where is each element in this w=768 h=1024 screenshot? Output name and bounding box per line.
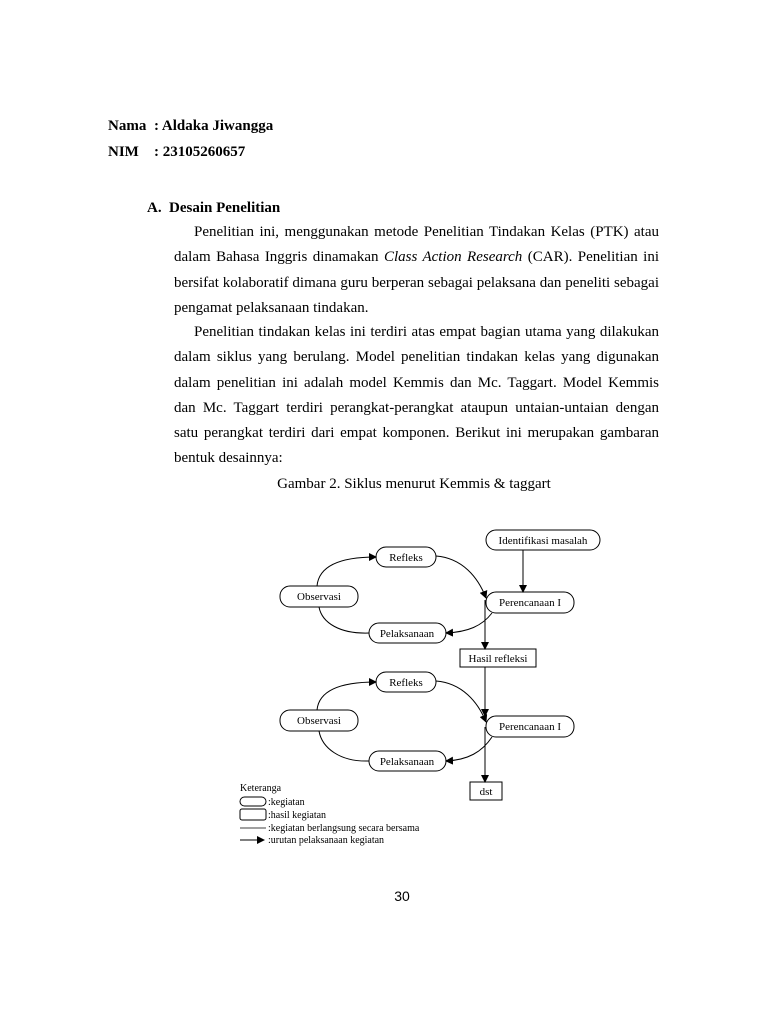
- legend-result-swatch: [240, 809, 266, 820]
- section-heading: [147, 200, 280, 217]
- name-line: [108, 118, 273, 135]
- arrow-observasi-refleks-1: [317, 557, 376, 586]
- paragraph-2: [174, 320, 659, 472]
- pelaksanaan-1-label: Pelaksanaan: [379, 628, 435, 640]
- legend-activity-label: :kegiatan: [268, 797, 305, 808]
- legend: [240, 783, 420, 846]
- paragraph-2-text: Penelitian tindakan kelas ini terdiri atas empat bagian utama yang dilakukan dalam siklus yang berulang. Model penelitian tindakan kelas yang digunakan dalam penelitian ini adalah model Kemmis dan Mc. Taggart. Model Kemmis dan Mc. Taggart terdiri perangkat-perangkat ataupun untaian-untaian dengan satu perangkat terdiri dari empat komponen. Berikut ini merupakan gambaran bentuk desainnya:: [174, 324, 659, 467]
- observasi-2-label: Observasi: [297, 715, 341, 727]
- nim-line: [108, 144, 245, 161]
- name-label: Nama: [108, 118, 147, 134]
- paragraph-1-italic-term: Class Action Research: [383, 249, 523, 266]
- paragraph-1-text-a: Penelitian ini, menggunakan metode Penelitian Tindakan Kelas (PTK) atau dalam Bahasa Inggris dinamakan: [174, 224, 659, 266]
- perencanaan-2-label: Perencanaan I: [499, 721, 561, 733]
- refleks-1-label: Refleks: [389, 552, 423, 564]
- section-number: A.: [147, 200, 162, 216]
- legend-title: Keteranga: [240, 783, 282, 794]
- observasi-1-label: Observasi: [297, 591, 341, 603]
- figure-caption: Gambar 2. Siklus menurut Kemmis & taggart: [277, 476, 551, 492]
- nim-label: NIM: [108, 144, 139, 160]
- name-value: : Aldaka Jiwangga: [154, 118, 274, 134]
- nim-value: : 23105260657: [154, 144, 246, 160]
- arrow-pelaksanaan-observasi-1: [319, 607, 369, 633]
- arrow-refleks-perencanaan-2: [436, 681, 486, 722]
- kemmis-taggart-cycle-diagram: [230, 520, 610, 860]
- paragraph-1: [174, 220, 659, 321]
- legend-simultaneous-label: :kegiatan berlangsung secara bersama: [268, 823, 420, 834]
- dst-label: dst: [479, 786, 493, 798]
- legend-activity-swatch: [240, 797, 266, 806]
- identifikasi-label: Identifikasi masalah: [498, 535, 588, 547]
- pelaksanaan-2-label: Pelaksanaan: [379, 756, 435, 768]
- arrow-refleks-perencanaan-1: [436, 556, 486, 598]
- hasil-refleksi-label: Hasil refleksi: [468, 653, 528, 665]
- arrow-pelaksanaan-observasi-2: [319, 731, 369, 761]
- legend-result-label: :hasil kegiatan: [268, 810, 327, 821]
- perencanaan-1-label: Perencanaan I: [499, 597, 561, 609]
- section-title: Desain Penelitian: [169, 200, 281, 216]
- page-number: 30: [394, 888, 410, 904]
- arrow-observasi-refleks-2: [317, 682, 376, 710]
- legend-sequence-label: :urutan pelaksanaan kegiatan: [268, 835, 385, 846]
- refleks-2-label: Refleks: [389, 677, 423, 689]
- paragraph-1-text-b: (CAR). Penelitian ini bersifat kolaboratif dimana guru berperan sebagai pelaksana dan peneliti sebagai pengamat pelaksanaan tindakan.: [174, 249, 659, 316]
